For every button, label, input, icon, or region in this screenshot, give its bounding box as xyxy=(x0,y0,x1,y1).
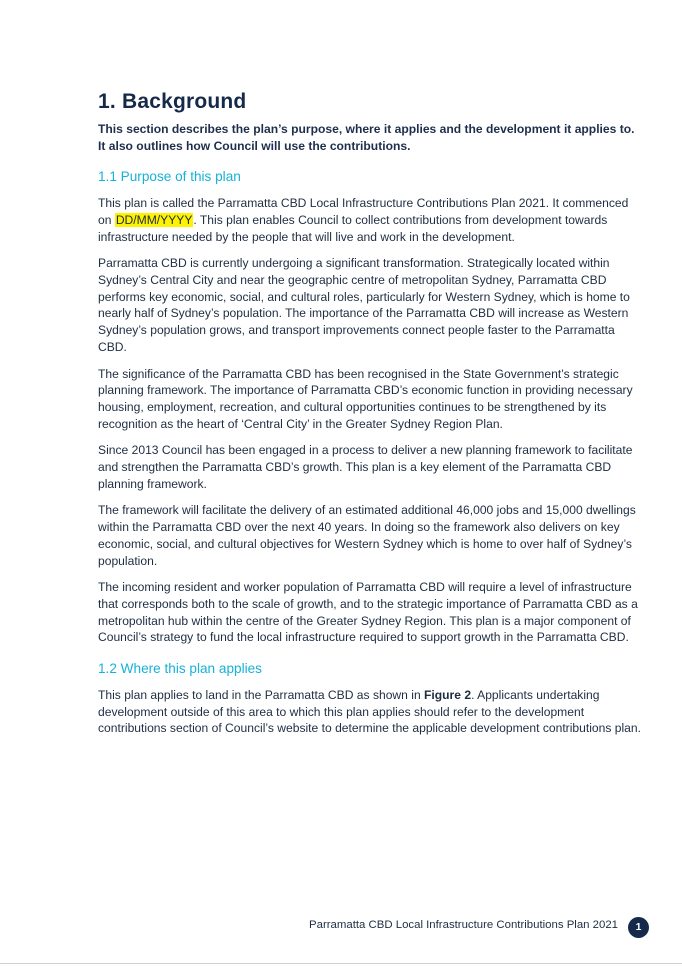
purpose-p1-text-b: . This plan enables Council to collect contributions from development towards infrastructure needed by the people that will live and work in the development. xyxy=(98,212,608,244)
section-heading-applies: 1.2 Where this plan applies xyxy=(98,661,262,677)
applies-p1-text-b: . Applicants undertaking development outside of this area to which this plan applies should refer to the development contributions section of Council’s website to determine the applicable development contributions plan. xyxy=(98,688,641,736)
purpose-paragraph-2: Parramatta CBD is currently undergoing a significant transformation. Strategically located within Sydney’s Central City and near the geographic centre of metropolitan Sydney, Parramatta CBD performs key economic, social, and cultural roles, particularly for Western Sydney, which is home to nearly half of Sydney’s population. The importance of the Parramatta CBD will increase as Western Sydney’s population grows, and transport improvements connect people faster to the Parramatta CBD. xyxy=(98,256,630,354)
applies-paragraph-1 xyxy=(98,687,643,737)
purpose-paragraph-3: The significance of the Parramatta CBD has been recognised in the State Government’s strategic planning framework. The importance of Parramatta CBD’s economic function in providing necessary housing, employment, recreation, and cultural opportunities continues to be strengthened by its recognition as the heart of ‘Central City’ in the Greater Sydney Region Plan. xyxy=(98,366,633,431)
purpose-paragraph-1 xyxy=(98,195,643,245)
highlighted-date: DD/MM/YYYY xyxy=(115,212,193,227)
section-heading-purpose: 1.1 Purpose of this plan xyxy=(98,169,241,185)
page-number-badge: 1 xyxy=(628,917,649,938)
page-heading: 1. Background xyxy=(98,90,247,113)
applies-p1-text-a: This plan applies to land in the Parramatta CBD as shown in xyxy=(98,688,425,703)
footer-title: Parramatta CBD Local Infrastructure Contributions Plan 2021 xyxy=(309,919,618,931)
intro-paragraph: This section describes the plan’s purpose, where it applies and the development it applies to. It also outlines how Council will use the contributions. xyxy=(98,122,635,153)
figure-reference-link[interactable]: Figure 2 xyxy=(424,688,472,703)
page-content xyxy=(98,86,643,747)
purpose-paragraph-5: The framework will facilitate the delivery of an estimated additional 46,000 jobs and 15,000 dwellings within the Parramatta CBD over the next 40 years. In doing so the framework also delivers on key economic, social, and cultural objectives for Western Sydney which is home to over half of Sydney’s population. xyxy=(98,503,636,568)
purpose-p1-text-a: This plan is called the Parramatta CBD Local Infrastructure Contributions Plan 2021. It commenced on xyxy=(98,196,629,227)
page-bottom-divider xyxy=(0,963,682,964)
purpose-paragraph-6: The incoming resident and worker population of Parramatta CBD will require a level of infrastructure that corresponds both to the scale of growth, and to the strategic importance of Parramatta CBD as a metropolitan hub within the centre of the Greater Sydney Region. This plan is a major component of Council’s strategy to fund the local infrastructure required to support growth in the Parramatta CBD. xyxy=(98,580,638,645)
purpose-paragraph-4: Since 2013 Council has been engaged in a process to deliver a new planning framework to facilitate and strengthen the Parramatta CBD’s growth. This plan is a key element of the Parramatta CBD planning framework. xyxy=(98,443,633,491)
